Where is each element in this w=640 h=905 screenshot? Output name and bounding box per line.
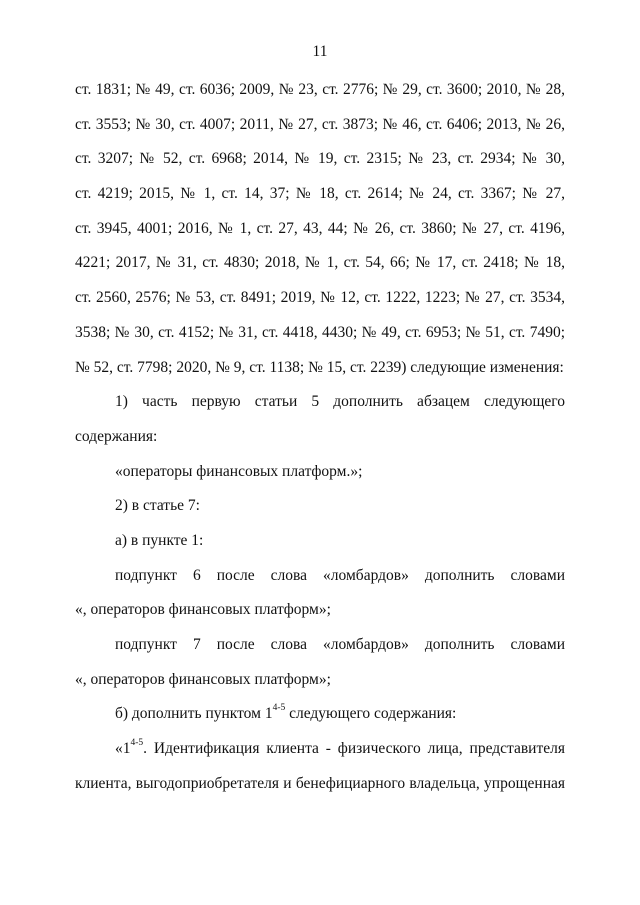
text-line: содержания: <box>75 427 158 445</box>
new-point-prefix: «1 <box>115 740 131 758</box>
item-2b <box>75 697 565 732</box>
text-line: «, операторов финансовых платформ»; <box>75 670 331 688</box>
text-line: подпункт 7 после слова «ломбардов» дополнить словами <box>115 636 565 653</box>
item-2b-text: б) дополнить пунктом 1 <box>115 705 273 723</box>
new-point-text: . Идентификация клиента - физического лица, представителя <box>143 740 565 758</box>
item-2: 2) в статье 7: <box>115 497 200 515</box>
item-2b-text-rest: следующего содержания: <box>285 705 457 723</box>
text-line: ст. 4219; 2015, № 1, ст. 14, 37; № 18, ст. 2614; № 24, ст. 3367; № 27, <box>75 185 565 203</box>
text-line: 3538; № 30, ст. 4152; № 31, ст. 4418, 4430; № 49, ст. 6953; № 51, ст. 7490; <box>75 323 565 341</box>
text-line: «, операторов финансовых платформ»; <box>75 601 331 619</box>
subpoint-6 <box>75 559 565 628</box>
subpoint-7 <box>75 628 565 697</box>
text-line: 1) часть первую статьи 5 дополнить абзацем следующего <box>115 393 565 411</box>
text-line: ст. 3553; № 30, ст. 4007; 2011, № 27, ст. 3873; № 46, ст. 6406; 2013, № 26, <box>75 115 565 133</box>
text-line: ст. 1831; № 49, ст. 6036; 2009, № 23, ст. 2776; № 29, ст. 3600; 2010, № 28, <box>75 81 565 98</box>
item-2a: а) в пункте 1: <box>115 531 204 549</box>
text-line: подпункт 6 после слова «ломбардов» дополнить словами <box>115 566 565 584</box>
superscript: 4-5 <box>130 737 144 748</box>
paragraph-references <box>75 73 565 385</box>
item-1 <box>75 385 565 454</box>
superscript: 4-5 <box>272 703 286 714</box>
text-line: ст. 2560, 2576; № 53, ст. 8491; 2019, № 12, ст. 1222, 1223; № 27, ст. 3534, <box>75 289 565 307</box>
text-line: ст. 3945, 4001; 2016, № 1, ст. 27, 43, 44; № 26, ст. 3860; № 27, ст. 4196, <box>75 219 565 237</box>
text-line: № 52, ст. 7798; 2020, № 9, ст. 1138; № 15, ст. 2239) следующие изменения: <box>75 358 564 376</box>
text-line <box>75 732 565 767</box>
page-number: 11 <box>312 43 328 60</box>
new-point <box>75 732 565 801</box>
text-line: 4221; 2017, № 31, ст. 4830; 2018, № 1, ст. 54, 66; № 17, ст. 2418; № 18, <box>75 254 565 272</box>
document-body <box>75 73 565 801</box>
quote-financial-platforms: «операторы финансовых платформ.»; <box>115 462 363 480</box>
text-line: клиента, выгодоприобретателя и бенефициарного владельца, упрощенная <box>75 774 565 792</box>
text-line: ст. 3207; № 52, ст. 6968; 2014, № 19, ст. 2315; № 23, ст. 2934; № 30, <box>75 150 565 168</box>
